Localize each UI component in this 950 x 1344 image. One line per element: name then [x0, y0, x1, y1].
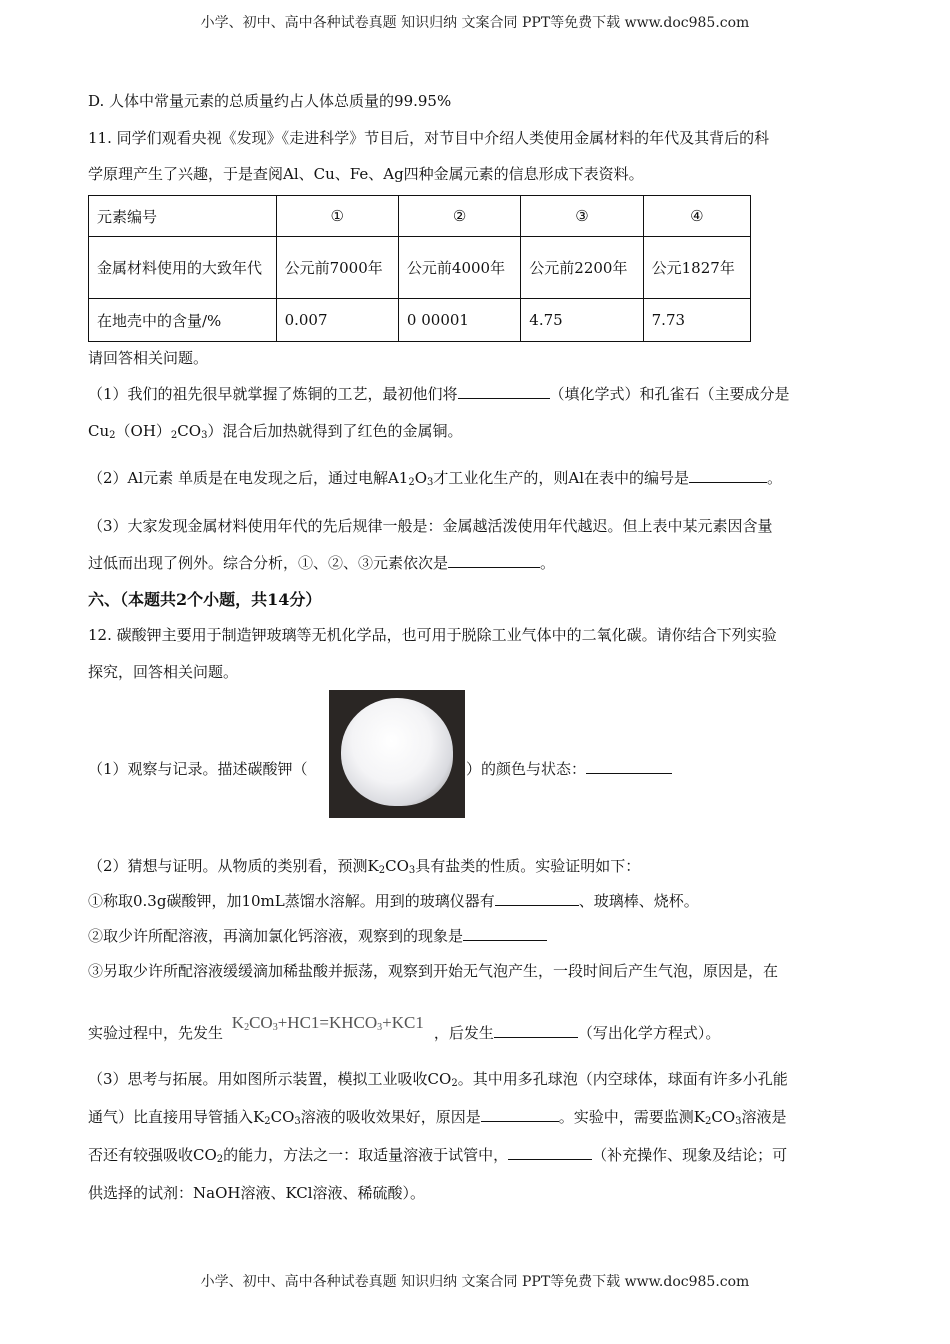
element-info-table: [88, 195, 751, 342]
table-cell: ①: [276, 196, 398, 237]
table-cell: 公元前7000年: [276, 237, 398, 299]
section-title: 六、（本题共2个小题，共14分）: [88, 590, 322, 609]
table-row: [89, 299, 751, 342]
q12-part3-line4: 供选择的试剂：NaOH溶液、KCl溶液、稀硫酸）。: [88, 1184, 426, 1202]
answer-blank[interactable]: [494, 1023, 578, 1038]
q11-intro-line1: 11. 同学们观看央视《发现》《走进科学》节目后，对节目中介绍人类使用金属材料的年代及其背后的科: [88, 129, 770, 147]
q12-step3-cont: 实验过程中，先发生 $K_2CO_3+HC1=KHCO_3+KC1$，后发生 （写出化学方程式）。: [88, 1013, 721, 1042]
answer-blank[interactable]: [458, 384, 550, 399]
page-header: 小学、初中、高中各种试卷真题 知识归纳 文案合同 PPT等免费下载 www.doc985.com: [200, 15, 750, 31]
table-cell: ③: [521, 196, 643, 237]
equation-1: $K_2CO_3+HC1=KHCO_3+KC1$: [231, 1013, 424, 1033]
table-cell: 0 00001: [398, 299, 520, 342]
answer-blank[interactable]: [586, 759, 672, 774]
potassium-carbonate-photo: [329, 690, 465, 818]
answer-blank[interactable]: [495, 891, 579, 906]
answer-blank[interactable]: [508, 1145, 592, 1160]
q12-part3-line1: （3）思考与拓展。用如图所示装置，模拟工业吸收$CO_2$。其中用多孔球泡（内空球体，球面有许多小孔能: [88, 1070, 788, 1089]
q12-part3-line2: 通气）比直接用导管插入$K_2CO_3$溶液的吸收效果好，原因是 。实验中，需要监测$K_2CO_3$溶液是: [88, 1108, 787, 1127]
table-row: [89, 237, 751, 299]
q12-part1-left: （1）观察与记录。描述碳酸钾（: [88, 760, 308, 778]
table-cell: 0.007: [276, 299, 398, 342]
q11-intro-line2: 学原理产生了兴趣，于是查阅Al、Cu、Fe、Ag四种金属元素的信息形成下表资料。: [88, 165, 644, 183]
q11-part2: （2）Al元素 单质是在电发现之后，通过电解$A1_2O_3$才工业化生产的，则Al在表中的编号是 。: [88, 469, 783, 488]
q11-part1-line2: $Cu_2(OH)_2CO_3$）混合后加热就得到了红色的金属铜。: [88, 422, 463, 441]
q11-part1-line1: （1）我们的祖先很早就掌握了炼铜的工艺，最初他们将 （填化学式）和孔雀石（主要成分是: [88, 385, 790, 403]
table-cell: 4.75: [521, 299, 643, 342]
table-row: [89, 196, 751, 237]
q11-part3-line1: （3）大家发现金属材料使用年代的先后规律一般是：金属越活泼使用年代越迟。但上表中某元素因含量: [88, 517, 773, 535]
white-powder-pile: [341, 698, 453, 806]
q12-part1-right: ）的颜色与状态：: [466, 758, 672, 779]
q12-intro-line1: 12. 碳酸钾主要用于制造钾玻璃等无机化学品，也可用于脱除工业气体中的二氧化碳。请你结合下列实验: [88, 626, 777, 644]
table-cell: 公元前2200年: [521, 237, 643, 299]
q10-option-d: D. 人体中常量元素的总质量约占人体总质量的99.95%: [88, 92, 452, 110]
q11-prompt: 请回答相关问题。: [88, 349, 209, 367]
table-cell: ②: [398, 196, 520, 237]
table-cell: 在地壳中的含量/%: [89, 299, 277, 342]
answer-blank[interactable]: [463, 926, 547, 941]
page-footer: 小学、初中、高中各种试卷真题 知识归纳 文案合同 PPT等免费下载 www.doc985.com: [200, 1274, 750, 1290]
answer-blank[interactable]: [481, 1107, 559, 1122]
table-cell: 元素编号: [89, 196, 277, 237]
q12-step2: ②取少许所配溶液，再滴加氯化钙溶液，观察到的现象是: [88, 925, 547, 946]
table-cell: 公元1827年: [643, 237, 750, 299]
answer-blank[interactable]: [689, 468, 767, 483]
table-cell: 7.73: [643, 299, 750, 342]
q12-part2-intro: （2）猜想与证明。从物质的类别看，预测$K_2CO_3$具有盐类的性质。实验证明如下：: [88, 857, 641, 876]
table-cell: 金属材料使用的大致年代: [89, 237, 277, 299]
q12-step3: ③另取少许所配溶液缓缓滴加稀盐酸并振荡，观察到开始无气泡产生，一段时间后产生气泡，原因是，在: [88, 962, 779, 980]
q12-intro-line2: 探究，回答相关问题。: [88, 663, 239, 681]
table-cell: ④: [643, 196, 750, 237]
q12-part3-line3: 否还有较强吸收$CO_2$的能力，方法之一：取适量溶液于试管中， （补充操作、现象及结论；可: [88, 1146, 788, 1165]
table-cell: 公元前4000年: [398, 237, 520, 299]
q12-step1: ①称取0.3g碳酸钾，加10mL蒸馏水溶解。用到的玻璃仪器有 、玻璃棒、烧杯。: [88, 892, 699, 910]
answer-blank[interactable]: [448, 553, 540, 568]
q11-part3-line2: 过低而出现了例外。综合分析，①、②、③元素依次是 。: [88, 554, 556, 572]
